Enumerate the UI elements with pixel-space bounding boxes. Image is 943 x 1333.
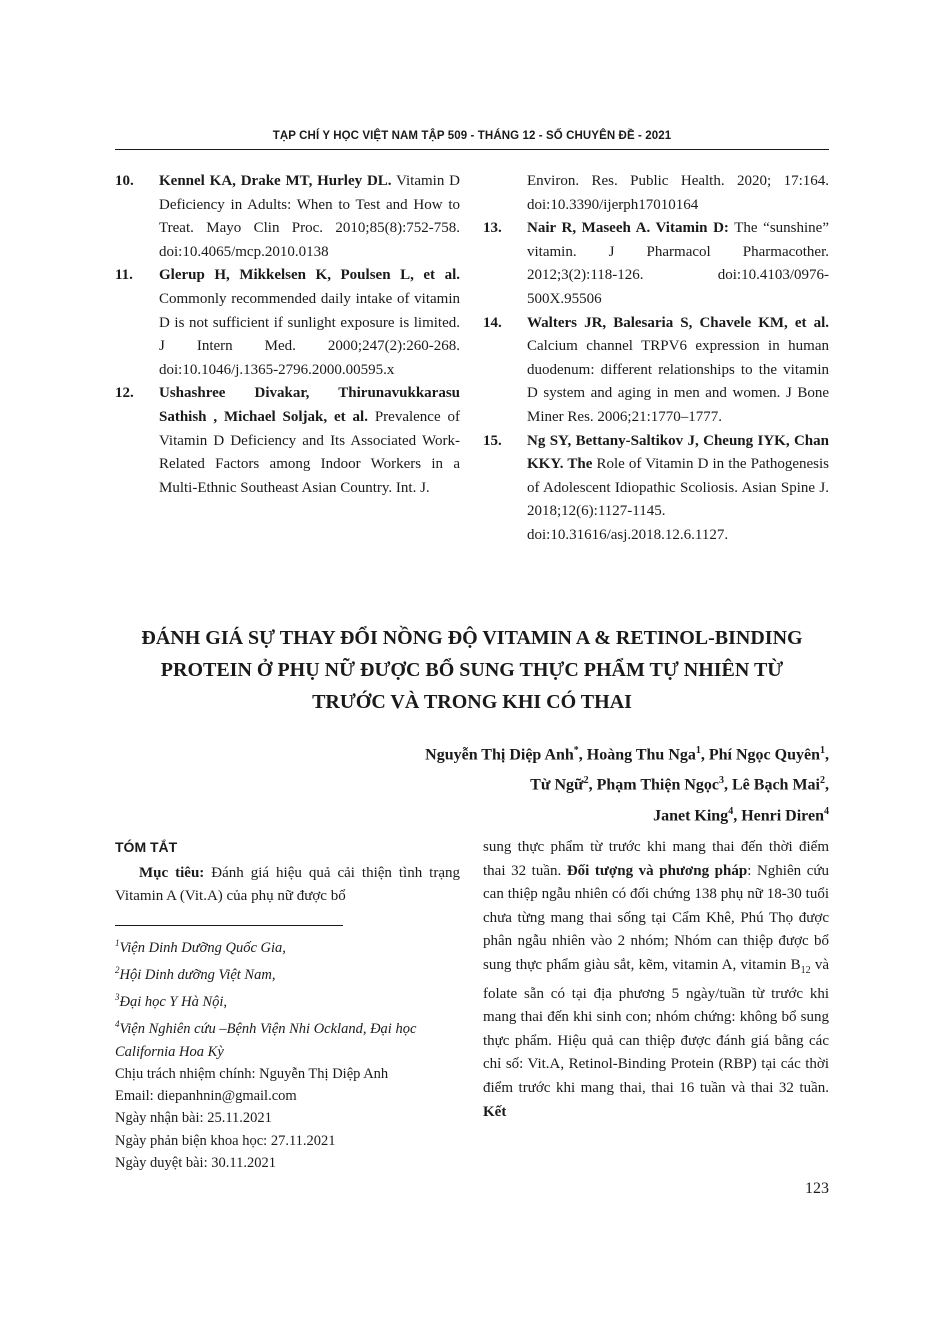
- header-rule: [115, 149, 829, 150]
- author-affiliation: 4: [824, 805, 829, 817]
- corresponding-author: Chịu trách nhiệm chính: Nguyễn Thị Diệp Anh: [115, 1065, 389, 1082]
- date-reviewed: Ngày phản biện khoa học: 27.11.2021: [115, 1132, 336, 1149]
- reference-authors: Kennel KA, Drake MT, Hurley DL.: [159, 173, 392, 189]
- reference-text: [505, 430, 829, 548]
- objective-label: Mục tiêu:: [139, 864, 205, 881]
- reference-13: [483, 217, 829, 311]
- author-affiliation: 2: [820, 775, 825, 787]
- article-title: [115, 622, 829, 718]
- author-line-2: Từ Ngữ$^2$, Phạm Thiện Ngọc$^3$, Lê Bạch Mai$^2$,: [530, 775, 829, 794]
- author-name: Nguyễn Thị Diệp Anh: [425, 746, 574, 764]
- reference-authors: Nair R, Maseeh A. Vitamin D:: [527, 220, 729, 237]
- reference-14: [483, 312, 829, 430]
- author-affiliation: 1: [820, 745, 825, 756]
- reference-body: Role of Vitamin D in the Pathogenesis of Adolescent Idiopathic Scoliosis. Asian Spine J. 2018;12(6):1127-1145. doi:10.31616/asj.2018.12.6.1127.: [527, 456, 829, 543]
- footnote-marker: 1: [115, 938, 120, 948]
- page-number: 123: [805, 1180, 829, 1197]
- abstract-right-column: [483, 836, 829, 1124]
- reference-15: [483, 430, 829, 548]
- article-title-line-3: TRƯỚC VÀ TRONG KHI CÓ THAI: [312, 691, 632, 713]
- reference-body: Prevalence of Vitamin D Deficiency and Its Associated Work-Related Factors among Indoor Workers in a Multi-Ethnic Southeast Asian Country. Int. J.: [159, 408, 460, 496]
- date-received: Ngày nhận bài: 25.11.2021: [115, 1110, 272, 1127]
- objective-text: Đánh giá hiệu quả cải thiện tình trạng Vitamin A (Vit.A) của phụ nữ được bổ: [115, 864, 461, 905]
- author-name: Từ Ngữ: [530, 776, 584, 794]
- results-label: Kết: [483, 1103, 507, 1120]
- article-title-line-1: ĐÁNH GIÁ SỰ THAY ĐỔI NỒNG ĐỘ VITAMIN A & RETINOL-BINDING: [141, 627, 803, 649]
- author-name: Lê Bạch Mai: [732, 776, 820, 794]
- reference-body: The “sunshine” vitamin. J Pharmacol Pharmacother. 2012;3(2):118-126. doi:10.4103/0976-500X.95506: [527, 220, 829, 307]
- author-name: Phạm Thiện Ngọc: [596, 776, 719, 794]
- reference-12-continuation: Environ. Res. Public Health. 2020; 17:164. doi:10.3390/ijerph17010164: [527, 173, 829, 213]
- author-name: Henri Diren: [741, 806, 824, 824]
- reference-number: 12.: [115, 385, 134, 402]
- abstract-text-2: : Nghiên cứu can thiệp ngẫu nhiên có đối chứng 138 phụ nữ 18-30 tuổi chưa từng mang thai sống tại Cẩm Khê, Phú Thọ được phân ngẫu nhiên vào 2 nhóm; Nhóm can thiệp được bổ sung thực phẩm giàu sắt, kẽm, vitamin A, vitamin B: [483, 862, 829, 973]
- author-name: Janet King: [653, 806, 729, 824]
- author-name: Hoàng Thu Nga: [586, 746, 696, 764]
- author-list: [400, 738, 829, 829]
- references-right-column: [483, 170, 829, 548]
- footnote-marker: 2: [115, 965, 120, 976]
- reference-body: Vitamin D Deficiency in Adults: When to Test and How to Treat. Mayo Clin Proc. 2010;85(8):752-758. doi:10.4065/mcp.2010.0138: [159, 173, 460, 260]
- author-line-1: Nguyễn Thị Diệp Anh*, Hoàng Thu Nga$^1$, Phí Ngọc Quyên$^1$,: [425, 745, 829, 764]
- reference-text: [505, 217, 829, 311]
- references-left-column: [115, 170, 460, 500]
- date-accepted: Ngày duyệt bài: 30.11.2021: [115, 1154, 276, 1171]
- methods-label: Đối tượng và phương pháp: [566, 862, 748, 879]
- reference-text: [137, 382, 460, 500]
- reference-10: [115, 170, 460, 264]
- abstract-objective: [115, 862, 460, 909]
- reference-number: 10.: [115, 173, 134, 189]
- reference-number: 11.: [115, 267, 133, 284]
- reference-number: 14.: [483, 314, 502, 331]
- reference-authors: Glerup H, Mikkelsen K, Poulsen L, et al.: [159, 267, 460, 284]
- author-affiliation: 1: [695, 745, 701, 756]
- reference-body: Commonly recommended daily intake of vitamin D is not sufficient if sunlight exposure is limited. J Intern Med. 2000;247(2):260-268. doi:10.1046/j.1365-2796.2000.00595.x: [159, 290, 460, 378]
- footnote-4: [115, 1013, 460, 1062]
- article-title-line-2: PROTEIN Ở PHỤ NỮ ĐƯỢC BỔ SUNG THỰC PHẨM TỰ NHIÊN TỪ: [160, 659, 784, 681]
- reference-number: 15.: [483, 432, 502, 449]
- footnote-rule: [115, 925, 343, 926]
- reference-text: [137, 264, 460, 382]
- contact-email: Email: diepanhnin@gmail.com: [115, 1088, 297, 1105]
- abstract-text-3: và folate sẵn có tại địa phương 5 ngày/tuần từ trước khi mang thai đến khi sinh con; nhóm chứng: không bổ sung thực phẩm. Hiệu quả can thiệp được đánh giá bằng các chỉ số: Vit.A, Retinol-Binding Protein (RBP) tại các thời điểm trước khi mang thai, thai 16 tuần và thai 32 tuần.: [483, 956, 829, 1096]
- footnote-text: Đại học Y Hà Nội,: [119, 994, 228, 1011]
- footnote-text: Viện Nghiên cứu –Bệnh Viện Nhi Ockland, Đại học California Hoa Kỳ: [115, 1021, 417, 1060]
- reference-number: 13.: [483, 220, 502, 237]
- footnote-text: Viện Dinh Dưỡng Quốc Gia,: [119, 939, 286, 956]
- author-name: Phí Ngọc Quyên: [708, 746, 820, 764]
- reference-authors: Ng SY, Bettany-Saltikov J, Cheung IYK, Chan KKY. The: [527, 432, 829, 473]
- reference-authors: Ushashree Divakar, Thirunavukkarasu Sathish , Michael Soljak, et al.: [159, 385, 460, 425]
- reference-12: [115, 382, 460, 500]
- reference-11: [115, 264, 460, 382]
- author-affiliation: *: [573, 745, 579, 756]
- footnote-3: [115, 986, 460, 1013]
- author-affiliation: 2: [583, 775, 589, 787]
- footnote-marker: 4: [115, 1019, 120, 1030]
- abstract-left-column: [115, 836, 460, 909]
- footnote-text: Hội Dinh dưỡng Việt Nam,: [119, 966, 276, 983]
- footnote-1: [115, 932, 460, 959]
- author-affiliation: 4: [728, 805, 734, 817]
- author-line-3: Janet King$^4$, Henri Diren$^4$: [653, 805, 829, 824]
- author-affiliation: 3: [719, 775, 724, 787]
- abstract-heading: TÓM TẮT: [115, 839, 178, 855]
- reference-body: Calcium channel TRPV6 expression in human duodenum: different relationships to the vitamin D system and aging in men and women. J Bone Miner Res. 2006;21:1770–1777.: [527, 338, 829, 425]
- footnote-2: [115, 959, 460, 986]
- footnote-marker: 3: [115, 992, 120, 1003]
- reference-text: [137, 170, 460, 264]
- journal-header: TẠP CHÍ Y HỌC VIỆT NAM TẬP 509 - THÁNG 12 - SỐ CHUYÊN ĐỀ - 2021: [272, 130, 672, 142]
- reference-authors: Walters JR, Balesaria S, Chavele KM, et al.: [527, 314, 829, 331]
- abstract-text-1: sung thực phẩm từ trước khi mang thai đến thời điểm thai 32 tuần.: [483, 839, 829, 879]
- b12-subscript: 12: [800, 964, 811, 976]
- footnotes: [115, 932, 460, 1174]
- reference-text: [505, 312, 829, 430]
